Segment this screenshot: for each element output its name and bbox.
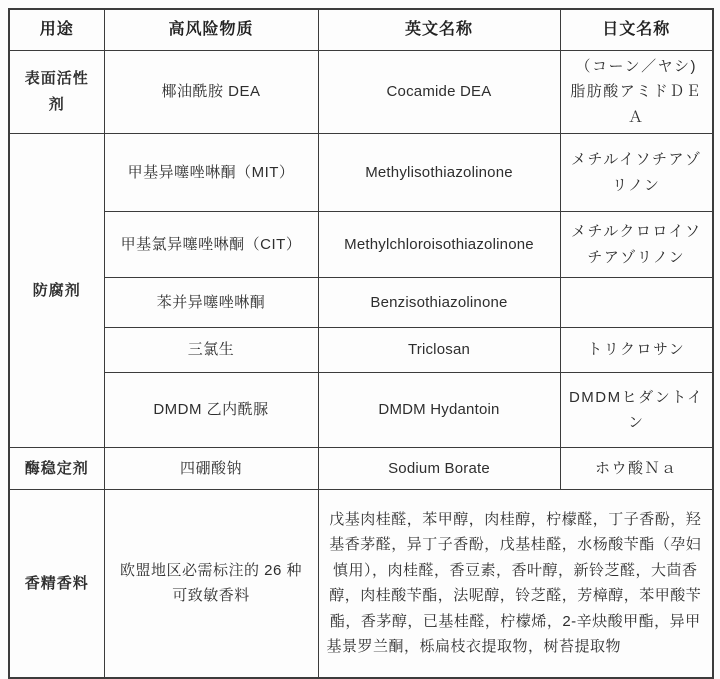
usage-group-preservative: 防腐剂 [9,134,104,448]
table-row-surfactant [9,50,713,134]
english-name-cell: Cocamide DEA [318,50,560,134]
english-name-cell: Methylchloroisothiazolinone [318,212,560,278]
substance-name-cell: 椰油酰胺 DEA [104,50,318,134]
table-row-cit [9,212,713,278]
substance-name-cell: 四硼酸钠 [104,448,318,490]
high-risk-substances-table [8,8,714,679]
japanese-name-cell: （コーン／ヤシ)脂肪酸アミドＤＥＡ [560,50,713,134]
table-row-fragrance [9,490,713,678]
table-row-enzyme-stabilizer [9,448,713,490]
usage-group-fragrance: 香精香料 [9,490,104,678]
substance-name-cell: DMDM 乙内酰脲 [104,373,318,448]
table-row-mit [9,134,713,212]
col-header-substance: 高风险物质 [104,9,318,50]
english-name-cell: Triclosan [318,328,560,373]
japanese-name-cell: メチルイソチアゾリノン [560,134,713,212]
substance-name-cell: 甲基氯异噻唑啉酮（CIT） [104,212,318,278]
fragrance-allergen-list-cell: 戊基肉桂醛，苯甲醇，肉桂醇，柠檬醛，丁子香酚，羟基香茅醛，异丁子香酚，戊基桂醛，水杨酸苄酯（孕妇慎用），肉桂醛，香豆素，香叶醇，新铃芝醛，大茴香醇，肉桂酸苄酯，法呢醇，铃芝醛，芳樟醇，苯甲酸苄酯，香茅醇，已基桂醛，柠檬烯，2-辛炔酸甲酯，异甲基景罗兰酮，栎扁枝衣提取物，树苔提取物 [318,490,713,678]
table-row-dmdm-hydantoin [9,373,713,448]
substance-name-cell: 苯并异噻唑啉酮 [104,278,318,328]
english-name-cell: Benzisothiazolinone [318,278,560,328]
col-header-usage: 用途 [9,9,104,50]
japanese-name-cell-empty [560,278,713,328]
col-header-english-name: 英文名称 [318,9,560,50]
japanese-name-cell: メチルクロロイソチアゾリノン [560,212,713,278]
usage-group-surfactant: 表面活性剂 [9,50,104,134]
table-row-triclosan [9,328,713,373]
japanese-name-cell: ホウ酸Ｎａ [560,448,713,490]
english-name-cell: DMDM Hydantoin [318,373,560,448]
usage-group-enzyme-stabilizer: 酶稳定剂 [9,448,104,490]
table-header-row [9,9,713,50]
substance-name-cell: 甲基异噻唑啉酮（MIT） [104,134,318,212]
japanese-name-cell: DMDMヒダントイン [560,373,713,448]
substance-name-cell: 欧盟地区必需标注的 26 种可致敏香料 [104,490,318,678]
english-name-cell: Sodium Borate [318,448,560,490]
col-header-japanese-name: 日文名称 [560,9,713,50]
japanese-name-cell: トリクロサン [560,328,713,373]
english-name-cell: Methylisothiazolinone [318,134,560,212]
substance-name-cell: 三氯生 [104,328,318,373]
table-row-benzisothiazolinone [9,278,713,328]
